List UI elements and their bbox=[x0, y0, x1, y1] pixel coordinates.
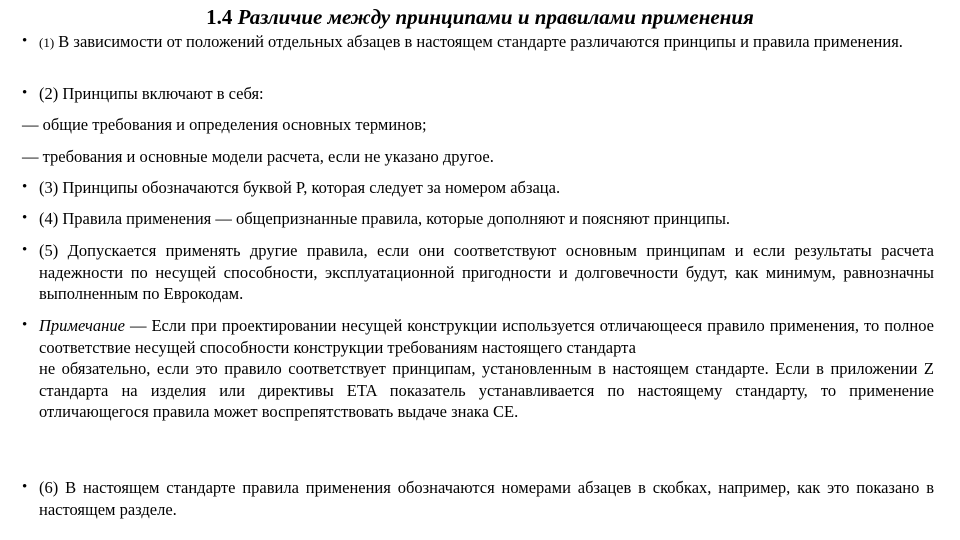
page-title bbox=[0, 4, 960, 30]
dash-item-2-text: — требования и основные модели расчета, если не указано другое. bbox=[22, 147, 494, 166]
paragraph-5-text: (5) Допускается применять другие правила, если они соответствуют основным принципам и если результаты расчета надежности по несущей способности, эксплуатационной пригодности и долговечности будут, как минимум, равнозначны выполненным по Еврокодам. bbox=[39, 241, 934, 303]
dash-item-2 bbox=[22, 146, 934, 168]
paragraph-6 bbox=[22, 477, 934, 520]
bullet-icon: • bbox=[22, 317, 28, 333]
bullet-icon: • bbox=[22, 85, 28, 101]
bullet-icon: • bbox=[22, 242, 28, 258]
paragraph-6-text: (6) В настоящем стандарте правила применения обозначаются номерами абзацев в скобках, например, как это показано в настоящем разделе. bbox=[39, 478, 934, 519]
section-title: Различие между принципами и правилами применения bbox=[237, 5, 754, 29]
section-number: 1.4 bbox=[206, 5, 233, 29]
note-paragraph bbox=[22, 315, 934, 423]
dash-item-1 bbox=[22, 114, 934, 136]
bullet-icon: • bbox=[22, 210, 28, 226]
dash-item-1-text: — общие требования и определения основных терминов; bbox=[22, 115, 427, 134]
note-text-1: — Если при проектировании несущей конструкции используется отличающееся правило применения, то полное соответствие несущей способности конструкции требованиям настоящего стандарта bbox=[39, 316, 934, 357]
paragraph-1-marker: (1) bbox=[39, 35, 55, 50]
paragraph-5 bbox=[22, 240, 934, 305]
paragraph-2-text: (2) Принципы включают в себя: bbox=[39, 84, 264, 103]
paragraph-3 bbox=[22, 177, 934, 199]
paragraph-4 bbox=[22, 208, 934, 230]
note-label: Примечание bbox=[39, 316, 125, 335]
note-text-2: не обязательно, если это правило соответствует принципам, установленным в настоящем стандарте. Если в приложении Z стандарта на изделия или директивы ETA показатель устанавливается по настоящему стандарту, то применение отличающегося правила может воспрепятствовать выдаче знака CE. bbox=[39, 359, 934, 421]
bullet-icon: • bbox=[22, 33, 28, 49]
bullet-icon: • bbox=[22, 479, 28, 495]
bullet-icon: • bbox=[22, 179, 28, 195]
paragraph-1 bbox=[22, 31, 934, 54]
paragraph-2 bbox=[22, 83, 934, 105]
paragraph-3-text: (3) Принципы обозначаются буквой P, которая следует за номером абзаца. bbox=[39, 178, 561, 197]
paragraph-4-text: (4) Правила применения — общепризнанные правила, которые дополняют и поясняют принципы. bbox=[39, 209, 731, 228]
paragraph-1-text: В зависимости от положений отдельных абзацев в настоящем стандарте различаются принципы и правила применения. bbox=[54, 32, 903, 51]
